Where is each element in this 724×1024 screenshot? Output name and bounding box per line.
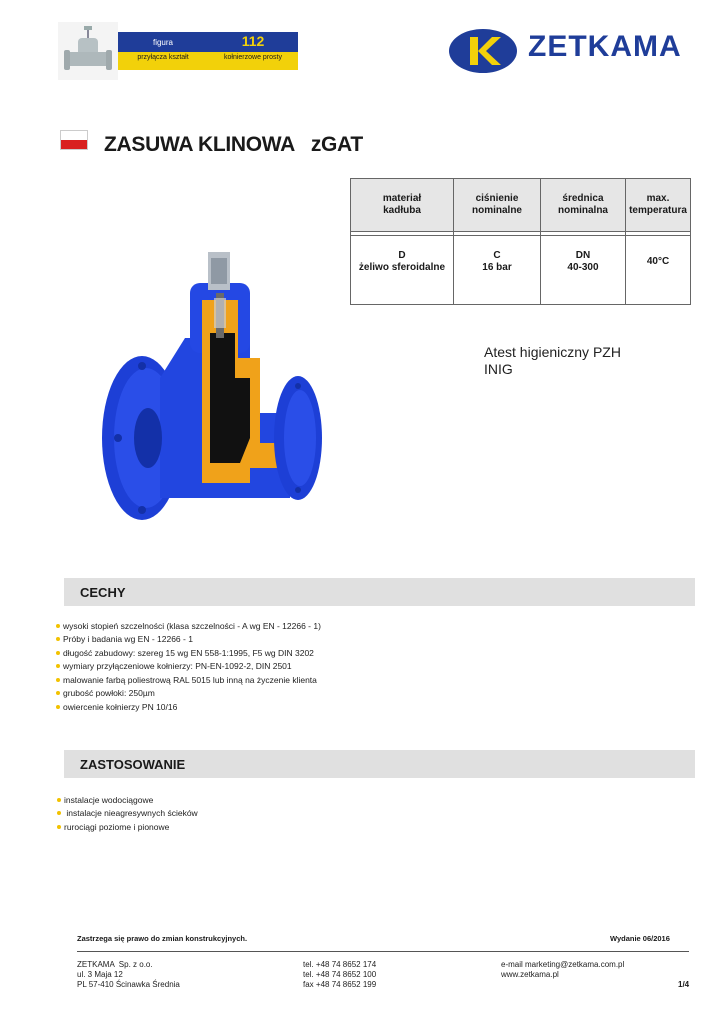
bullet-icon xyxy=(56,664,60,668)
website-link[interactable]: www.zetkama.pl xyxy=(501,970,559,979)
features-heading: CECHY xyxy=(80,585,126,600)
spec-value-cell: 40°C xyxy=(626,236,691,305)
bullet-icon xyxy=(56,691,60,695)
logo-mark-icon xyxy=(448,28,518,74)
bullet-icon xyxy=(56,651,60,655)
bullet-icon xyxy=(56,705,60,709)
certificate-item: Atest higieniczny PZH xyxy=(484,344,621,360)
zetkama-logo xyxy=(448,28,710,74)
footer-note: Zastrzega się prawo do zmian konstrukcyjnych. xyxy=(77,934,248,943)
list-item: malowanie farbą poliestrową RAL 5015 lub inną na życzenie klienta xyxy=(56,673,321,687)
features-list xyxy=(56,619,321,714)
figure-number: 112 xyxy=(241,33,265,49)
bullet-icon xyxy=(57,811,61,815)
list-item: długość zabudowy: szereg 15 wg EN 558-1:1995, F5 wg DIN 3202 xyxy=(56,646,321,660)
figure-label: figura xyxy=(152,38,173,47)
connection-value: kołnierzowe prosty xyxy=(224,54,282,61)
valve-cutaway-image xyxy=(90,238,330,538)
spec-header-row xyxy=(351,179,691,232)
spec-header-cell: ciśnienie nominalne xyxy=(454,179,541,232)
list-item: Próby i badania wg EN - 12266 - 1 xyxy=(56,633,321,647)
email-link[interactable]: e-mail marketing@zetkama.com.pl xyxy=(501,960,625,969)
list-item: rurociągi poziome i pionowe xyxy=(57,820,198,834)
company-phones: tel. +48 74 8652 174 tel. +48 74 8652 100 fax +48 74 8652 199 xyxy=(303,960,377,989)
list-item: instalacje wodociągowe xyxy=(57,793,198,807)
list-item: grubość powłoki: 250µm xyxy=(56,687,321,701)
certificates xyxy=(484,344,621,378)
applications-heading: ZASTOSOWANIE xyxy=(80,757,186,772)
applications-section-header xyxy=(64,750,695,778)
valve-thumbnail-image xyxy=(58,22,118,80)
list-item: wysoki stopień szczelności (klasa szczelności - A wg EN - 12266 - 1) xyxy=(56,619,321,633)
page-number: 1/4 xyxy=(678,980,690,989)
edition-label: Wydanie 06/2016 xyxy=(610,934,670,943)
company-web xyxy=(501,960,624,980)
spec-value-cell: C 16 bar xyxy=(454,236,541,305)
connection-label: przyłącza kształt xyxy=(137,54,189,61)
company-address: ZETKAMA Sp. z o.o. ul. 3 Maja 12 PL 57-410 Ścinawka Średnia xyxy=(77,960,180,989)
bullet-icon xyxy=(57,798,61,802)
bullet-icon xyxy=(56,637,60,641)
list-item: wymiary przyłączeniowe kołnierzy: PN-EN-1092-2, DIN 2501 xyxy=(56,660,321,674)
page-title: ZASUWA KLINOWA zGAT xyxy=(104,133,363,156)
bullet-icon xyxy=(57,825,61,829)
spec-value-cell: DN 40-300 xyxy=(541,236,626,305)
figure-row xyxy=(118,32,298,52)
bullet-icon xyxy=(56,624,60,628)
figure-info-box xyxy=(118,32,298,70)
brand-name: ZETKAMA xyxy=(528,30,682,63)
connection-row xyxy=(118,52,298,70)
footer-divider xyxy=(77,951,689,952)
polish-flag-icon xyxy=(60,130,88,150)
certificate-item: INIG xyxy=(484,361,513,377)
spec-table xyxy=(350,178,691,305)
spec-header-cell: średnica nominalna xyxy=(541,179,626,232)
features-section-header xyxy=(64,578,695,606)
spec-header-cell: materiał kadłuba xyxy=(351,179,454,232)
applications-list xyxy=(57,793,198,834)
list-item: owiercenie kołnierzy PN 10/16 xyxy=(56,700,321,714)
list-item: instalacje nieagresywnych ścieków xyxy=(57,807,198,821)
spec-header-cell: max. temperatura xyxy=(626,179,691,232)
bullet-icon xyxy=(56,678,60,682)
spec-value-cell: D żeliwo sferoidalne xyxy=(351,236,454,305)
spec-value-row xyxy=(351,236,691,305)
